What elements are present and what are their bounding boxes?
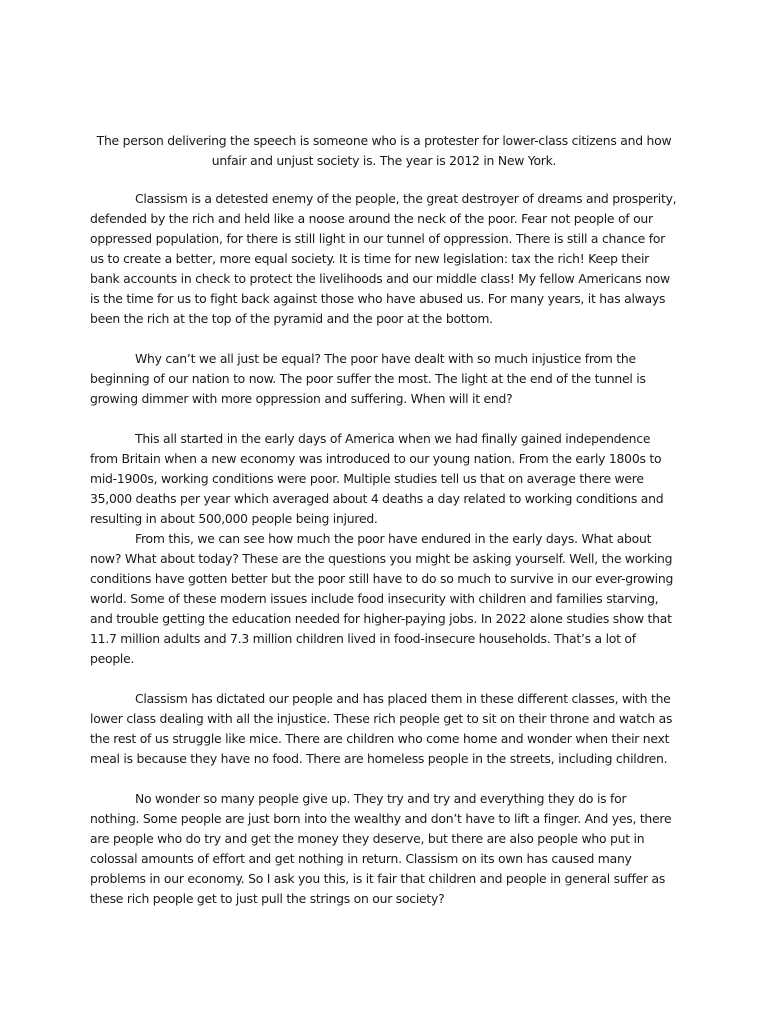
paragraph-spacer bbox=[90, 669, 678, 689]
body-paragraph: This all started in the early days of America when we had finally gained independence from Britain when a new economy was introduced to our young nation. From the early 1800s to mid-1900s, working conditions were poor. Multiple studies tell us that on average there were 35,000 deaths per year which averaged about 4 deaths a day related to working conditions and resulting in about 500,000 people being injured. bbox=[90, 431, 664, 526]
intro-paragraph: The person delivering the speech is someone who is a protester for lower-class citizens and how unfair and unjust society is. The year is 2012 in New York. bbox=[96, 133, 672, 168]
body-paragraph: No wonder so many people give up. They try and try and everything they do is for nothing. Some people are just born into the wealthy and don’t have to lift a finger. And yes, there are people who do try and get the money they deserve, but there are also people who put in colossal amounts of effort and get nothing in return. Classism on its own has caused many problems in our economy. So I ask you this, is it fair that children and people in general suffer as these rich people get to just pull the strings on our society? bbox=[90, 791, 672, 906]
paragraph-spacer bbox=[90, 409, 678, 429]
body-paragraph: Classism is a detested enemy of the people, the great destroyer of dreams and prosperity, defended by the rich and held like a noose around the neck of the poor. Fear not people of our oppressed population, for there is still light in our tunnel of oppression. There is still a chance for us to create a better, more equal society. It is time for new legislation: tax the rich! Keep their bank accounts in check to protect the livelihoods and our middle class! My fellow Americans now is the time for us to fight back against those who have abused us. For many years, it has always been the rich at the top of the pyramid and the poor at the bottom. bbox=[90, 191, 677, 326]
document-page bbox=[90, 131, 678, 909]
body-paragraph: From this, we can see how much the poor have endured in the early days. What about now? What about today? These are the questions you might be asking yourself. Well, the working conditions have gotten better but the poor still have to do so much to survive in our ever-growing world. Some of these modern issues include food insecurity with children and families starving, and trouble getting the education needed for higher-paying jobs. In 2022 alone studies show that 11.7 million adults and 7.3 million children lived in food-insecure households. That’s a lot of people. bbox=[90, 531, 674, 666]
paragraph-spacer bbox=[90, 329, 678, 349]
paragraph-spacer bbox=[90, 769, 678, 789]
body-paragraph: Classism has dictated our people and has placed them in these different classes, with the lower class dealing with all the injustice. These rich people get to sit on their throne and watch as the rest of us struggle like mice. There are children who come home and wonder when their next meal is because they have no food. There are homeless people in the streets, including children. bbox=[90, 691, 673, 766]
body-paragraph: Why can’t we all just be equal? The poor have dealt with so much injustice from the beginning of our nation to now. The poor suffer the most. The light at the end of the tunnel is growing dimmer with more oppression and suffering. When will it end? bbox=[90, 351, 646, 406]
